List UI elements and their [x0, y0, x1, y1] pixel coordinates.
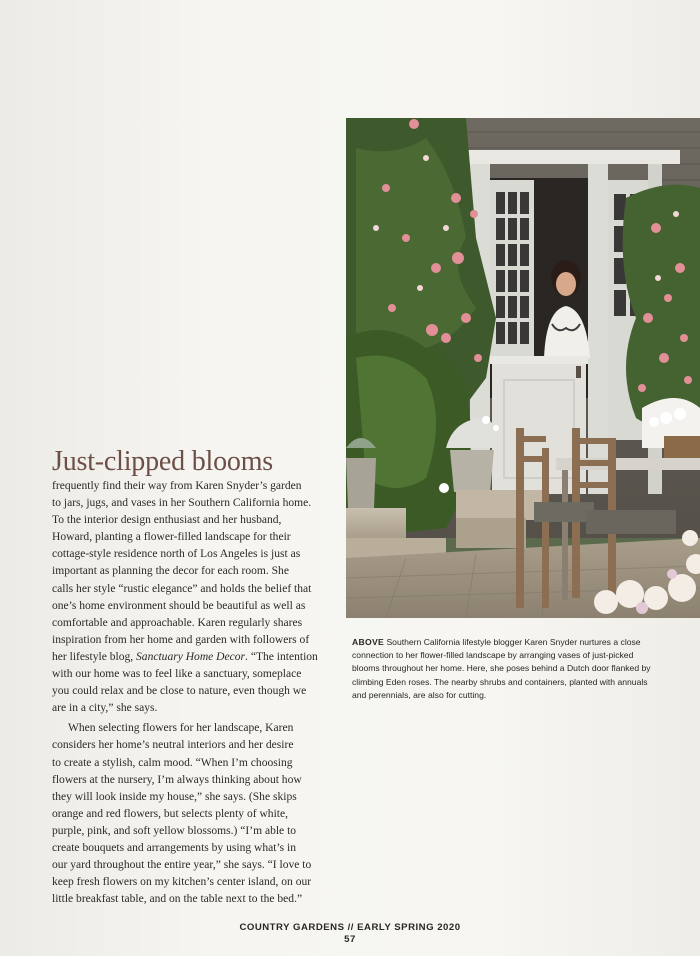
caption-line: and perennials, are also for cutting.: [352, 689, 487, 700]
text-line: When selecting flowers for her landscape, Karen: [68, 722, 294, 735]
text-line: cottage-style residence north of Los Angeles is just as: [52, 548, 301, 561]
article: [52, 446, 337, 908]
caption-lead: ABOVE: [352, 637, 385, 647]
text-line: create bouquets and arrangements by using what’s in: [52, 841, 297, 854]
text-line: flowers at the nursery, I’m always thinking about how: [52, 773, 302, 786]
text-line: To the interior design enthusiast and her husband,: [52, 514, 282, 527]
text-line: they will look inside my house,” she says. (She skips: [52, 790, 297, 803]
page-footer: [0, 922, 700, 946]
text-line: you could relax and be close to nature, even though we: [52, 685, 307, 698]
text-line: . “The intention: [245, 650, 318, 663]
garden-photo: [346, 118, 700, 618]
text-line: to jars, jugs, and vases in her Southern California home.: [52, 497, 312, 510]
text-line: with our home was to feel like a sanctuary, someplace: [52, 668, 302, 681]
headline: Just-clipped blooms: [52, 446, 273, 477]
text-line: are in a city,” she says.: [52, 702, 158, 715]
caption-line: climbing Eden roses. The nearby shrubs and containers, planted with annuals: [352, 676, 648, 687]
page-number: 57: [344, 934, 356, 945]
caption-line: Southern California lifestyle blogger Karen Snyder nurtures a close: [384, 637, 641, 647]
text-line: to create a stylish, calm mood. “When I’m choosing: [52, 756, 293, 769]
text-line: little breakfast table, and on the table next to the bed.”: [52, 893, 303, 906]
article-body: [52, 478, 337, 908]
text-line: keep fresh flowers on my kitchen’s center island, on our: [52, 876, 312, 889]
text-line: important as planning the decor for each room. She: [52, 565, 289, 578]
caption-line: connection to her flower-filled landscape by arranging vases of just-picked: [352, 650, 634, 661]
text-line: purple, pink, and soft yellow blossoms.) “I’m able to: [52, 824, 297, 837]
text-line: our yard throughout the entire year,” she says. “I love to: [52, 859, 312, 872]
text-line: calls her style “rustic elegance” and holds the belief that: [52, 582, 312, 595]
text-line: considers her home’s neutral interiors and her desire: [52, 739, 294, 752]
text-line: inspiration from her home and garden with followers of: [52, 633, 310, 646]
paragraph-2: [52, 720, 337, 908]
text-line: frequently find their way from Karen Snyder’s garden: [52, 480, 302, 492]
text-line: orange and red flowers, but selects plenty of white,: [52, 807, 288, 820]
text-line: one’s home environment should be beautiful as well as: [52, 599, 306, 612]
text-line: her lifestyle blog,: [52, 650, 137, 663]
text-line: comfortable and approachable. Karen regularly shares: [52, 616, 303, 629]
blog-title: Sanctuary Home Decor: [136, 650, 246, 663]
photo-caption: [352, 636, 692, 702]
publication-title: COUNTRY GARDENS // EARLY SPRING 2020: [239, 922, 461, 933]
text-line: Howard, planting a flower-filled landscape for their: [52, 531, 291, 544]
paragraph-1: [52, 478, 337, 717]
caption-line: blooms throughout her home. Here, she poses behind a Dutch door flanked by: [352, 663, 651, 674]
